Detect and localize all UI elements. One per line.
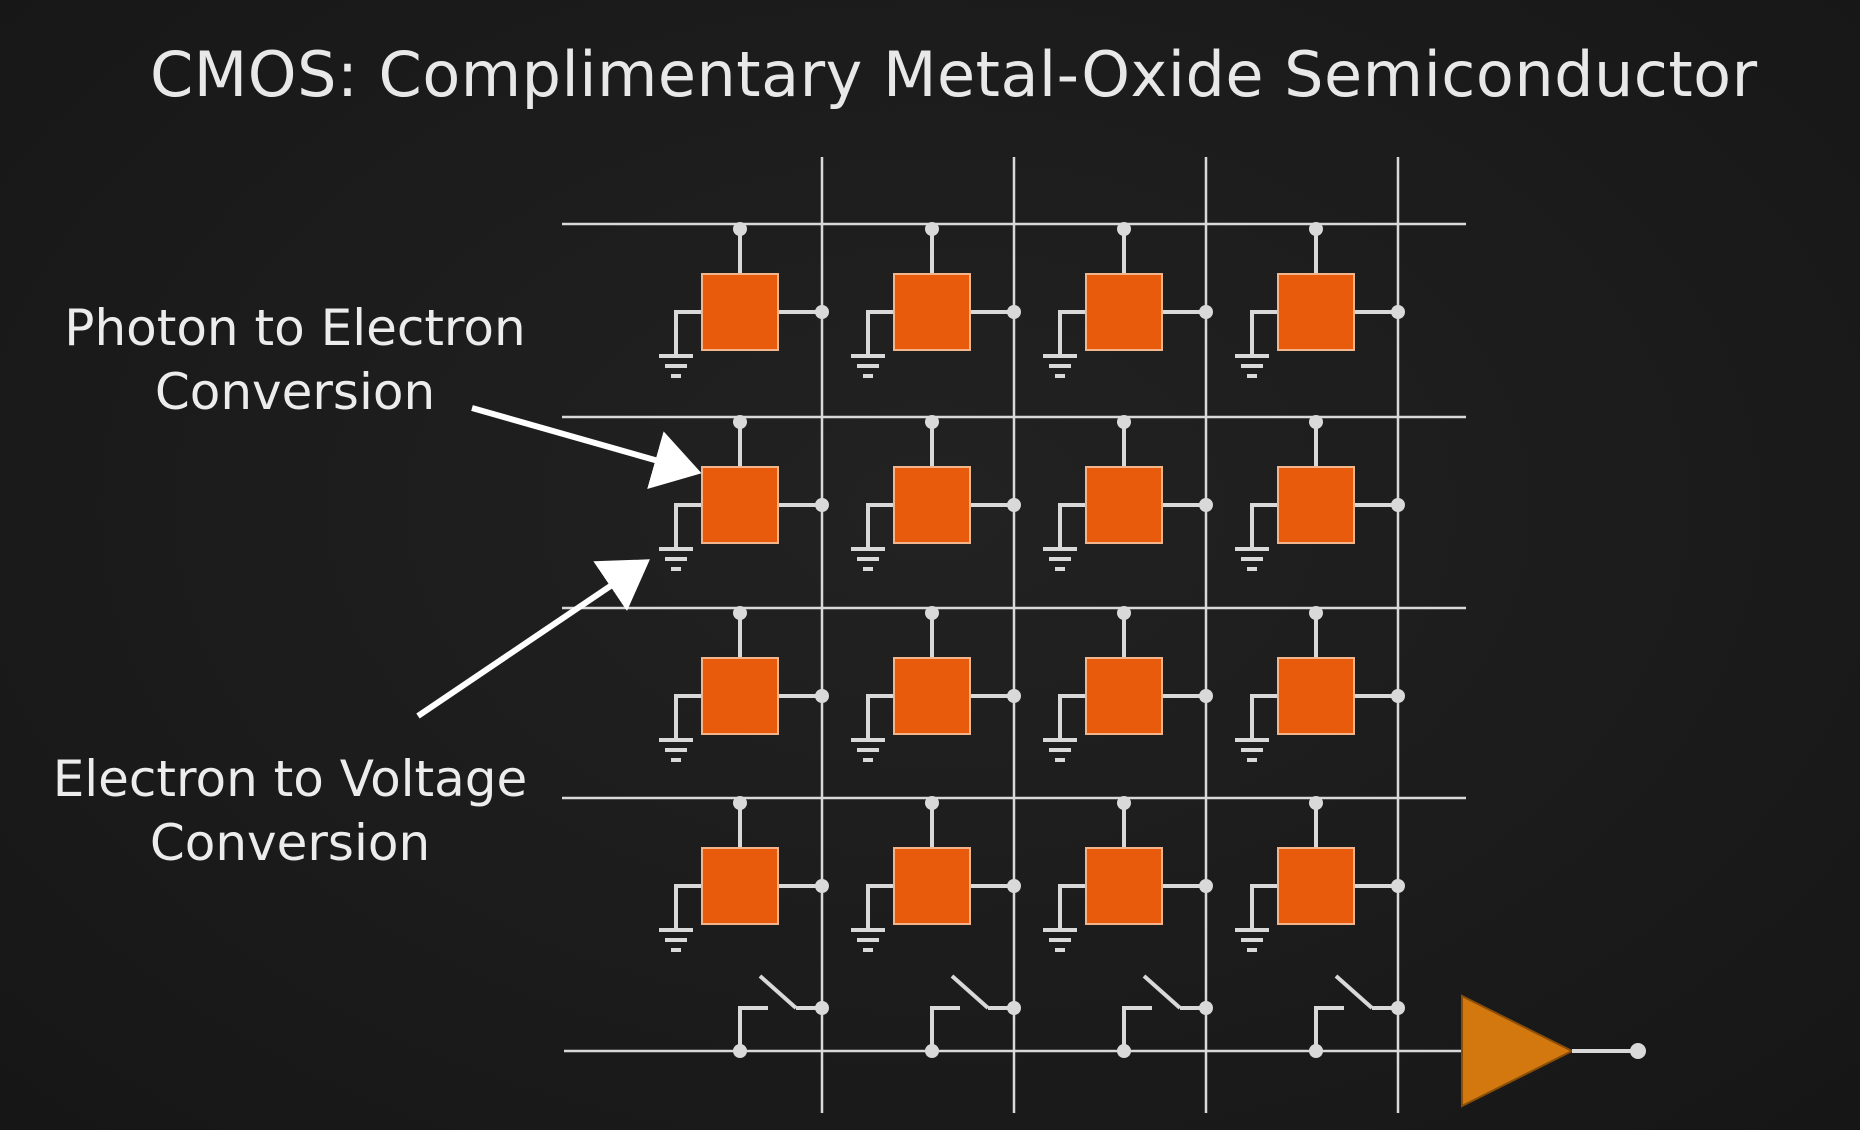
pixel-cell bbox=[1235, 606, 1405, 760]
switch-wire bbox=[1124, 1008, 1152, 1051]
photodiode-square bbox=[1278, 848, 1354, 924]
photon-label-line2: Conversion bbox=[154, 363, 436, 421]
page-title: CMOS: Complimentary Metal-Oxide Semiconductor bbox=[150, 38, 1758, 111]
ground-wire bbox=[676, 696, 702, 740]
photodiode-square bbox=[1278, 658, 1354, 734]
junction-dot bbox=[925, 796, 939, 810]
pixel-layer bbox=[659, 222, 1405, 950]
junction-dot bbox=[733, 606, 747, 620]
ground-wire bbox=[868, 505, 894, 549]
junction-dot bbox=[1391, 879, 1405, 893]
junction-dot bbox=[1007, 879, 1021, 893]
ground-wire bbox=[1060, 505, 1086, 549]
ground-wire bbox=[1252, 505, 1278, 549]
ground-wire bbox=[1060, 696, 1086, 740]
ground-wire bbox=[1252, 886, 1278, 930]
junction-dot bbox=[815, 689, 829, 703]
pixel-cell bbox=[1235, 796, 1405, 950]
photodiode-square bbox=[702, 658, 778, 734]
ground-wire bbox=[1252, 312, 1278, 356]
switch-wire bbox=[1316, 1008, 1344, 1051]
photodiode-square bbox=[894, 658, 970, 734]
junction-dot bbox=[1007, 305, 1021, 319]
voltage-label-line2: Conversion bbox=[149, 814, 431, 872]
switch-blade bbox=[1144, 976, 1180, 1008]
arrow-layer bbox=[418, 408, 690, 716]
pixel-cell bbox=[1235, 415, 1405, 569]
junction-dot bbox=[1199, 689, 1213, 703]
switch-blade bbox=[1336, 976, 1372, 1008]
pixel-cell bbox=[1043, 222, 1213, 376]
amplifier-triangle bbox=[1462, 996, 1572, 1106]
pixel-cell bbox=[1043, 415, 1213, 569]
junction-dot bbox=[1117, 222, 1131, 236]
photodiode-square bbox=[1278, 274, 1354, 350]
pixel-cell bbox=[659, 415, 829, 569]
pixel-cell bbox=[851, 415, 1021, 569]
photodiode-square bbox=[894, 467, 970, 543]
pixel-cell bbox=[851, 606, 1021, 760]
switch-wire bbox=[740, 1008, 768, 1051]
column-switch bbox=[1117, 976, 1213, 1058]
junction-dot bbox=[1007, 498, 1021, 512]
junction-dot bbox=[1391, 689, 1405, 703]
photodiode-square bbox=[702, 467, 778, 543]
junction-dot bbox=[815, 305, 829, 319]
ground-wire bbox=[676, 312, 702, 356]
photodiode-square bbox=[1086, 467, 1162, 543]
electron-to-voltage-label bbox=[30, 747, 550, 875]
pixel-cell bbox=[659, 606, 829, 760]
junction-dot bbox=[1309, 796, 1323, 810]
junction-dot bbox=[1007, 689, 1021, 703]
bus-junction bbox=[1117, 1044, 1131, 1058]
switch-blade bbox=[952, 976, 988, 1008]
junction-dot bbox=[1117, 606, 1131, 620]
pixel-cell bbox=[851, 222, 1021, 376]
photodiode-square bbox=[1086, 274, 1162, 350]
switch-wire bbox=[932, 1008, 960, 1051]
junction-dot bbox=[733, 796, 747, 810]
photodiode-square bbox=[894, 274, 970, 350]
junction-dot bbox=[1309, 415, 1323, 429]
voltage-label-line1: Electron to Voltage bbox=[52, 750, 528, 808]
photon-to-electron-label bbox=[40, 296, 550, 424]
junction-dot bbox=[1199, 498, 1213, 512]
photon-label-line1: Photon to Electron bbox=[64, 299, 526, 357]
ground-wire bbox=[1252, 696, 1278, 740]
junction-dot bbox=[925, 415, 939, 429]
junction-dot bbox=[815, 879, 829, 893]
junction-dot bbox=[1117, 796, 1131, 810]
ground-wire bbox=[868, 886, 894, 930]
bus-junction bbox=[1309, 1044, 1323, 1058]
photodiode-square bbox=[702, 274, 778, 350]
photodiode-square bbox=[1086, 848, 1162, 924]
junction-dot bbox=[1117, 415, 1131, 429]
column-switch bbox=[733, 976, 829, 1058]
pixel-cell bbox=[659, 222, 829, 376]
bus-junction bbox=[733, 1044, 747, 1058]
junction-dot bbox=[1199, 305, 1213, 319]
junction-dot bbox=[925, 222, 939, 236]
junction-dot bbox=[1309, 222, 1323, 236]
voltage-arrow bbox=[418, 566, 640, 716]
pixel-cell bbox=[659, 796, 829, 950]
junction-dot bbox=[1309, 606, 1323, 620]
photodiode-square bbox=[1086, 658, 1162, 734]
pixel-cell bbox=[1043, 606, 1213, 760]
junction-dot bbox=[1199, 879, 1213, 893]
photodiode-square bbox=[702, 848, 778, 924]
junction-dot bbox=[733, 222, 747, 236]
junction-dot bbox=[1391, 498, 1405, 512]
ground-wire bbox=[868, 312, 894, 356]
column-switch bbox=[925, 976, 1021, 1058]
ground-wire bbox=[1060, 886, 1086, 930]
pixel-cell bbox=[1043, 796, 1213, 950]
junction-dot bbox=[1391, 305, 1405, 319]
pixel-cell bbox=[1235, 222, 1405, 376]
switch-blade bbox=[760, 976, 796, 1008]
output-terminal bbox=[1630, 1043, 1646, 1059]
junction-dot bbox=[733, 415, 747, 429]
junction-dot bbox=[815, 498, 829, 512]
column-switch bbox=[1309, 976, 1405, 1058]
pixel-cell bbox=[851, 796, 1021, 950]
ground-wire bbox=[868, 696, 894, 740]
ground-wire bbox=[1060, 312, 1086, 356]
bus-junction bbox=[925, 1044, 939, 1058]
ground-wire bbox=[676, 886, 702, 930]
photodiode-square bbox=[1278, 467, 1354, 543]
junction-dot bbox=[925, 606, 939, 620]
ground-wire bbox=[676, 505, 702, 549]
photodiode-square bbox=[894, 848, 970, 924]
